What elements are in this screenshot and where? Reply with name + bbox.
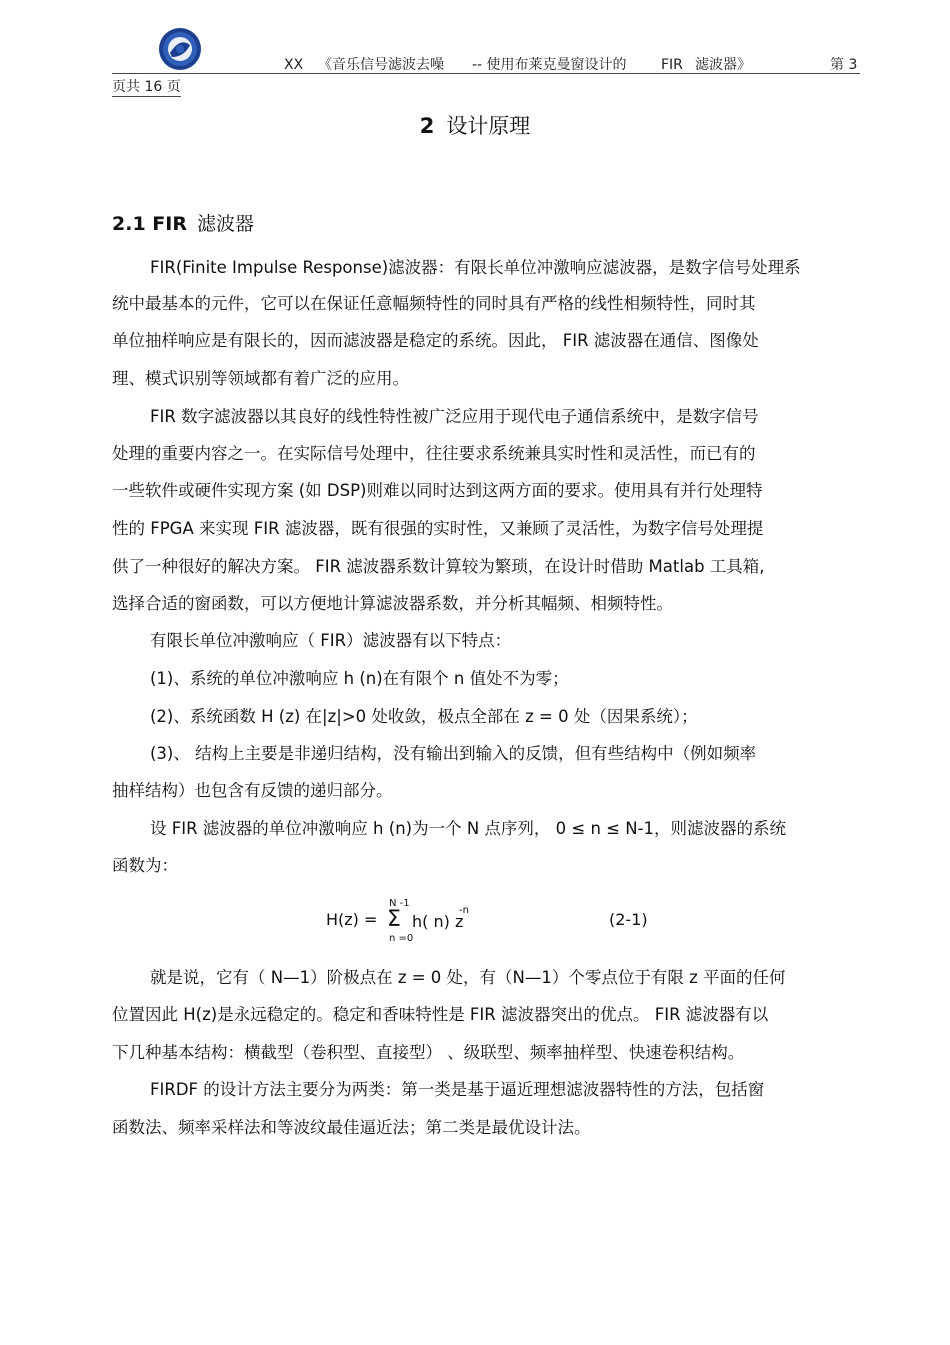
header-page-prefix: 第 3	[830, 57, 858, 73]
text-line: 理、模式识别等领域都有着广泛的应用。	[112, 369, 409, 388]
header-title-left: XX	[284, 57, 304, 73]
text-line: 统中最基本的元件，它可以在保证任意幅频特性的同时具有严格的线性相频特性，同时其	[112, 294, 756, 313]
header-title-tail: 滤波器》	[695, 57, 751, 73]
header-title-fir: FIR	[661, 57, 683, 73]
text-line: 选择合适的窗函数，可以方便地计算滤波器系数，并分析其幅频、相频特性。	[112, 594, 673, 613]
equation-body: h( n) z	[412, 912, 464, 931]
subsection-number: 2.1 FIR	[112, 213, 187, 235]
equation-sigma: Σ	[387, 907, 401, 932]
text-line: 一些软件或硬件实现方案 (如 DSP)则难以同时达到这两方面的要求。使用具有并行处理特	[112, 481, 763, 500]
equation-lhs: H(z) =	[326, 910, 378, 929]
header-title-mid: -- 使用布莱克曼窗设计的	[472, 57, 627, 73]
text-line: 设 FIR 滤波器的单位冲激响应 h (n)为一个 N 点序列， 0 ≤ n ≤ N-1，则滤波器的系统	[150, 819, 787, 838]
text-line: 位置因此 H(z)是永远稳定的。稳定和香味特性是 FIR 滤波器突出的优点。 FIR 滤波器有以	[112, 1005, 769, 1024]
text-line: FIR 数字滤波器以其良好的线性特性被广泛应用于现代电子通信系统中，是数字信号	[150, 407, 759, 426]
list-item: (3)、 结构上主要是非递归结构，没有输出到输入的反馈，但有些结构中（例如频率	[150, 744, 757, 763]
text-line: 有限长单位冲激响应（ FIR）滤波器有以下特点：	[150, 631, 512, 650]
text-line: 函数为：	[112, 856, 178, 875]
equation-lower-limit: n =0	[389, 933, 414, 944]
equation-upper-limit: N -1	[389, 898, 410, 909]
text-line: 处理的重要内容之一。在实际信号处理中，往往要求系统兼具实时性和灵活性，而已有的	[112, 444, 756, 463]
subsection-title: 滤波器	[196, 213, 254, 235]
university-logo	[158, 27, 202, 71]
list-item: (2)、系统函数 H (z) 在|z|>0 处收敛，极点全部在 z = 0 处（因果系统）；	[150, 707, 698, 726]
equation-exponent: -n	[459, 905, 469, 916]
section-number: 2	[419, 114, 435, 138]
text-line: 性的 FPGA 来实现 FIR 滤波器，既有很强的实时性，又兼顾了灵活性，为数字信号处理提	[112, 519, 764, 538]
header-rule	[112, 73, 860, 74]
text-line: 下几种基本结构：横截型（卷积型、直接型） 、级联型、频率抽样型、快速卷积结构。	[112, 1043, 745, 1062]
text-line: FIRDF 的设计方法主要分为两类：第一类是基于逼近理想滤波器特性的方法，包括窗	[150, 1080, 765, 1099]
text-line: 就是说，它有（ N—1）阶极点在 z = 0 处，有（N—1）个零点位于有限 z 平面的任何	[150, 968, 786, 987]
header-title-main: 《音乐信号滤波去噪	[318, 57, 444, 73]
section-title: 设计原理	[446, 114, 531, 138]
text-line: FIR(Finite Impulse Response)滤波器：有限长单位冲激响应滤波器，是数字信号处理系	[150, 258, 801, 277]
equation-label: (2-1)	[609, 910, 648, 929]
section-heading	[0, 112, 950, 140]
header-page-suffix: 页共 16 页	[112, 79, 181, 95]
subsection-heading	[112, 211, 254, 237]
text-line: 供了一种很好的解决方案。 FIR 滤波器系数计算较为繁琐，在设计时借助 Matlab 工具箱,	[112, 557, 765, 576]
text-line: 函数法、频率采样法和等波纹最佳逼近法；第二类是最优设计法。	[112, 1118, 591, 1137]
text-line: 单位抽样响应是有限长的，因而滤波器是稳定的系统。因此， FIR 滤波器在通信、图像处	[112, 331, 759, 350]
list-item: (1)、系统的单位冲激响应 h (n)在有限个 n 值处不为零；	[150, 669, 569, 688]
text-line: 抽样结构）也包含有反馈的递归部分。	[112, 781, 393, 800]
